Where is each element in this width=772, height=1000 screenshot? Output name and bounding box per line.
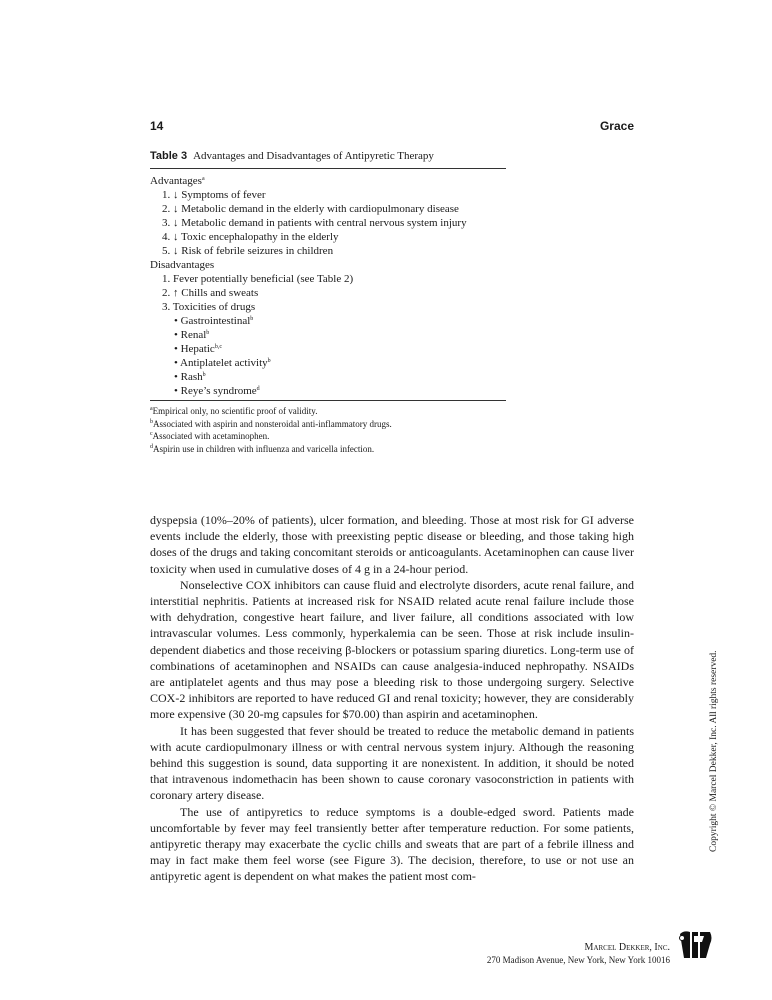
- running-head-author: Grace: [599, 119, 634, 133]
- table-row-text: 1. Fever potentially beneficial (see Table 2): [162, 273, 354, 285]
- body-paragraph: The use of antipyretics to reduce symptoms is a double-edged sword. Patients made uncomfortable by fever may feel transiently better after temperature reduction. For some patients, antipyretic therapy may exacerbate the cyclic chills and sweats that are part of a febrile illness and may in fact make them feel worse (see Figure 3). The decision, therefore, to use or not use an antipyretic agent is dependent on what makes the patient most com-: [150, 804, 634, 884]
- table-title: Advantages and Disadvantages of Antipyretic Therapy: [193, 150, 434, 162]
- table-row-text: • Rash: [174, 371, 203, 383]
- table-row: [150, 328, 520, 342]
- publisher-name: Marcel Dekker, Inc.: [584, 942, 670, 953]
- footnote-marker: d: [256, 386, 260, 392]
- table-footnote: [150, 418, 392, 431]
- table-row: [150, 202, 520, 216]
- publisher-address: 270 Madison Avenue, New York, New York 10016: [486, 955, 670, 965]
- table-row: [150, 244, 520, 258]
- table-row: [150, 384, 520, 398]
- table-row: [150, 188, 520, 202]
- table-footnotes: [150, 405, 392, 455]
- copyright-notice: Copyright © Marcel Dekker, Inc. All rights reserved.: [709, 650, 719, 852]
- table-footnote: [150, 443, 392, 456]
- table-row-text: 2. ↓ Metabolic demand in the elderly with cardiopulmonary disease: [162, 203, 459, 215]
- table-row-text: • Antiplatelet activity: [174, 357, 268, 369]
- footnote-marker: b,c: [214, 344, 222, 350]
- table-row-text: • Reye’s syndrome: [174, 385, 257, 397]
- table-bottom-rule: [150, 400, 506, 401]
- table-row: [150, 174, 520, 188]
- page-number: 14: [150, 119, 164, 133]
- footnote-mark: a: [150, 406, 153, 412]
- publisher-logo-icon: [678, 928, 714, 960]
- table-row-text: Disadvantages: [150, 259, 215, 271]
- body-paragraph: Nonselective COX inhibitors can cause fluid and electrolyte disorders, acute renal failure, and interstitial nephritis. Patients at increased risk for NSAID related acute renal failure include those with dehydration, congestive heart failure, and liver failure, all conditions associated with low intravascular volumes. Less commonly, hyperkalemia can be seen. Those at risk include insulin-dependent diabetics and those receiving β-blockers or potassium sparing diuretics. Long-term use of combinations of acetaminophen and NSAIDs can cause analgesia-induced nephropathy. NSAIDs are antiplatelet agents and thus may pose a bleeding risk to those undergoing surgery. Selective COX-2 inhibitors are reported to have reduced GI and renal toxicity; however, they are considerably more expensive (30 20-mg capsules for $70.00) than aspirin and acetaminophen.: [150, 577, 634, 722]
- publisher-imprint: [487, 942, 670, 966]
- table-row: [150, 230, 520, 244]
- body-paragraph: It has been suggested that fever should be treated to reduce the metabolic demand in patients with acute cardiopulmonary illness or with central nervous system injury. Although the reasoning behind this suggestion is sound, data supporting it are nonexistent. In addition, it should be noted that intravenous indomethacin has been shown to cause coronary vasoconstriction in patients with coronary artery disease.: [150, 723, 634, 803]
- table-caption: [150, 150, 434, 162]
- footnote-text: Associated with aspirin and nonsteroidal anti-inflammatory drugs.: [153, 418, 392, 429]
- table-footnote: [150, 430, 392, 443]
- table-footnote: [150, 405, 392, 418]
- table-row: [150, 286, 520, 300]
- footnote-mark: b: [150, 418, 153, 425]
- footnote-mark: c: [150, 431, 153, 437]
- footnote-text: Associated with acetaminophen.: [152, 431, 270, 441]
- footnote-marker: b: [202, 372, 206, 378]
- table-top-rule: [150, 168, 506, 169]
- footnote-marker: a: [201, 176, 205, 182]
- table-row-text: 3. Toxicities of drugs: [162, 301, 256, 313]
- table-row: [150, 314, 520, 328]
- footnote-marker: b: [250, 316, 254, 322]
- body-text: [150, 512, 634, 885]
- table-row-text: • Hepatic: [174, 343, 215, 355]
- table-row: [150, 272, 520, 286]
- table-row: [150, 342, 520, 356]
- footnote-mark: d: [150, 443, 153, 450]
- footnote-marker: b: [267, 358, 271, 364]
- table-row-text: Advantages: [150, 175, 202, 187]
- table-row-text: • Renal: [174, 329, 207, 341]
- table-label: Table 3: [150, 150, 188, 162]
- footnote-text: Aspirin use in children with influenza and varicella infection.: [153, 443, 375, 454]
- table-row-text: • Gastrointestinal: [174, 315, 251, 327]
- table-row-text: 3. ↓ Metabolic demand in patients with central nervous system injury: [162, 217, 467, 229]
- table-row: [150, 258, 520, 272]
- body-paragraph: dyspepsia (10%–20% of patients), ulcer formation, and bleeding. Those at most risk for GI adverse events include the elderly, those with preexisting peptic disease or bleeding, and those taking high doses of the drugs and taking concomitant steroids or anticoagulants. Acetaminophen can cause liver toxicity when used in cumulative doses of 4 g in a 24-hour period.: [150, 513, 634, 576]
- table-body: [150, 174, 520, 398]
- footnote-text: Empirical only, no scientific proof of validity.: [152, 406, 318, 416]
- table-row-text: 5. ↓ Risk of febrile seizures in children: [162, 245, 334, 257]
- table-row-text: 4. ↓ Toxic encephalopathy in the elderly: [162, 231, 339, 243]
- table-row-text: 1. ↓ Symptoms of fever: [162, 189, 266, 201]
- table-row: [150, 370, 520, 384]
- footnote-marker: b: [206, 330, 210, 336]
- table-row: [150, 300, 520, 314]
- table-row-text: 2. ↑ Chills and sweats: [162, 287, 259, 299]
- table-row: [150, 356, 520, 370]
- table-row: [150, 216, 520, 230]
